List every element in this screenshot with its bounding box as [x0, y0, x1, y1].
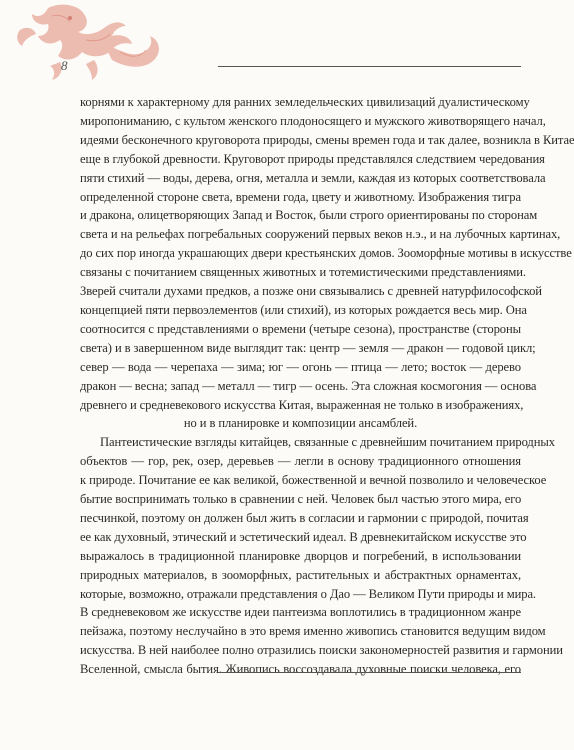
text-line: бытие воспринимать только в сравнении с ней. Человек был частью этого мира, его	[80, 492, 522, 507]
text-line: и дракона, олицетворяющих Запад и Восток, были строго ориентированы по сторонам	[80, 208, 538, 223]
text-line: Вселенной, смысла бытия. Живопись воссоздавала духовные поиски человека, его	[80, 662, 521, 677]
text-line: корнями к характерному для ранних земледельческих цивилизаций дуалистическому	[80, 95, 530, 109]
text-line: определенной стороне света, времени года, цвету и животному. Изображения тигра	[80, 189, 521, 204]
text-line: концепцией пяти первоэлементов (или стихий), из которых рождается весь мир. Она	[80, 302, 527, 317]
header-rule	[218, 66, 521, 67]
text-line: света) и в завершенном виде выглядит так: центр — земля — дракон — годовой цикл;	[80, 340, 536, 355]
text-line: связаны с почитанием священных животных и тотемистическими представлениями.	[80, 265, 526, 280]
text-line: но и в планировке и композиции ансамблей.	[183, 416, 418, 431]
text-line: соотносится с представлениями о времени (четыре сезона), пространстве (стороны	[80, 321, 521, 336]
text-line: дракон — весна; запад — металл — тигр — осень. Эта сложная космогония — основа	[80, 378, 537, 393]
text-line: идеями бесконечного круговорота природы, смены времен года и так далее, возникла в Китае	[80, 132, 574, 147]
text-line: до сих пор иногда украшающих двери крестьянских домов. Зооморфные мотивы в искусстве	[80, 246, 572, 261]
text-line: В средневековом же искусстве идеи пантеизма воплотились в традиционном жанре	[80, 605, 521, 620]
text-line: Пантеистические взгляды китайцев, связанные с древнейшим почитанием природных	[100, 435, 555, 450]
text-line: миропониманию, с культом женского плодоносящего и мужского животворящего начал,	[80, 113, 546, 128]
body-text	[80, 93, 574, 679]
text-line: древнего и средневекового искусства Китая, выраженная не только в изображениях,	[80, 397, 524, 412]
text-line: пейзажа, поэтому неслучайно в это время именно живопись становится ведущим видом	[80, 624, 546, 639]
text-line: песчинкой, поэтому он должен был жить в согласии и гармонии с природой, почитая	[80, 510, 529, 525]
text-line: искусства. В ней наиболее полно отразились поиски закономерностей развития и гармонии	[80, 643, 563, 658]
page-number: 8	[61, 58, 68, 73]
text-line: ее как духовный, этический и эстетический идеал. В древнекитайском искусстве это	[80, 529, 527, 544]
footer-rule	[218, 672, 521, 673]
text-line: еще в глубокой древности. Круговорот природы представлялся следствием чередования	[80, 151, 545, 166]
text-line: которые, возможно, отражали представления о Дао — Великом Пути природы и мира.	[80, 586, 536, 601]
text-line: Зверей считали духами предков, а позже они связывались с древней натурфилософской	[80, 284, 542, 299]
text-line: выражалось в традиционной планировке дворцов и погребений, в использовании	[80, 548, 521, 563]
text-line: пяти стихий — воды, дерева, огня, металла и земли, каждая из которых соответствовала	[80, 170, 546, 185]
text-line: объектов — гор, рек, озер, деревьев — легли в основу традиционного отношения	[80, 454, 521, 469]
text-line: природных материалов, в зооморфных, растительных и абстрактных орнаментах,	[80, 567, 521, 582]
dragon-illustration	[0, 0, 180, 90]
text-line: север — вода — черепаха — зима; юг — огонь — птица — лето; восток — дерево	[80, 359, 521, 374]
text-line: к природе. Почитание ее как великой, божественной и вечной позволило и человеческое	[80, 473, 547, 488]
text-line: света и на рельефах погребальных сооружений первых веков н.э., и на лубочных картинах,	[80, 227, 561, 242]
